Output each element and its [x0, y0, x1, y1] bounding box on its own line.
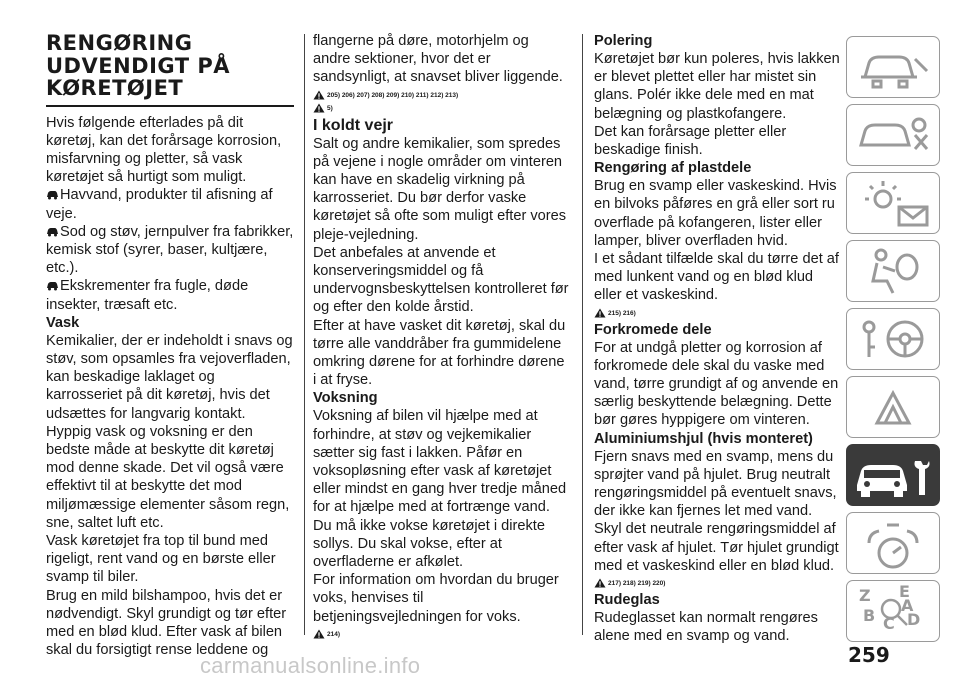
- warning-refs: 214): [313, 629, 570, 639]
- column-divider: [304, 34, 305, 635]
- vask-paragraph-4: Brug en mild bilshampoo, hvis det er nødvendigt. Skyl grundigt og tør efter med en blød klud. Efter vask af bilen skal du forsigtigt rense leddene og: [46, 587, 287, 659]
- section-title: [46, 32, 294, 107]
- warning-refs: 217) 218) 219) 220): [594, 578, 840, 588]
- chapter-tab-warning-lights[interactable]: [846, 172, 940, 234]
- chapter-tab-starting[interactable]: [846, 308, 940, 370]
- kold-heading: I koldt vejr: [313, 116, 394, 134]
- plast-paragraph-1: Brug en svamp eller vaskeskind. Hvis en bilvoks påføres en grå eller sort ru overflade på kofangeren, lister eller lamper, bliver overfladen hvid.: [594, 178, 837, 249]
- title-line-3: KØRETØJET: [46, 76, 184, 100]
- chapter-tab-index[interactable]: [846, 580, 940, 642]
- car-bullet-icon: [46, 280, 59, 291]
- continued-paragraph: flangerne på døre, motorhjelm og andre sektioner, hvor det er sandsynligt, at snavset bliver liggende.: [313, 33, 563, 86]
- column-2: [313, 32, 570, 642]
- chapter-tab-airbag[interactable]: [846, 240, 940, 302]
- chapter-tab-safety[interactable]: [846, 104, 940, 166]
- warning-refs: 215) 216): [594, 308, 840, 318]
- voksning-paragraph-2: Du må ikke vokse køretøjet i direkte sollys. Du skal vokse, efter at overfladerne er afkølet.: [313, 517, 545, 571]
- bullet-item: Havvand, produkter til afisning af veje.: [46, 187, 273, 222]
- plast-heading: Rengøring af plastdele: [594, 160, 752, 177]
- kold-paragraph-2: Det anbefales at anvende et konserveringsmiddel og få undervognsbeskyttelsen kontrolleret før og efter den kolde årstid.: [313, 244, 569, 316]
- airbag-icon: [847, 241, 939, 301]
- car-bullet-icon: [46, 226, 59, 237]
- kold-paragraph-3: Efter at have vasket dit køretøj, skal du tørre alle vanddråber fra gummidelene omkring dørene for at forhindre dørene i at fryse.: [313, 317, 566, 389]
- warning-triangle-icon: [313, 103, 325, 113]
- car-bullet-icon: [46, 189, 59, 200]
- emergency-icon: [847, 377, 939, 437]
- rude-paragraph: Rudeglasset kan normalt rengøres alene med en svamp og vand.: [594, 610, 818, 645]
- svg-text:A: A: [901, 596, 914, 615]
- svg-text:B: B: [863, 606, 876, 625]
- warning-triangle-icon: [594, 308, 606, 318]
- car-safety-icon: [847, 105, 939, 165]
- alu-paragraph: Fjern snavs med en svamp, mens du sprøjter vand på hjulet. Brug neutralt rengøringsmiddel på eventuelt snavs, der ikke kan fjernes let med vand. Skyl det neutrale rengøringsmiddel af efter vask af hjulet. Tør hjulet grundigt med et vaskeskind eller en blød klud.: [594, 448, 839, 574]
- chapter-tab-technical-data[interactable]: [846, 512, 940, 574]
- plast-paragraph-2: I et sådant tilfælde skal du tørre det af med lunkent vand og en blød klud eller et vaskeskind.: [594, 251, 839, 304]
- car-dashboard-icon: [847, 37, 939, 97]
- warning-light-icon: [847, 173, 939, 233]
- forkrom-heading: Forkromede dele: [594, 321, 712, 338]
- index-icon: [847, 581, 939, 641]
- column-3: [594, 32, 840, 645]
- intro-paragraph: Hvis følgende efterlades på dit køretøj, kan det forårsage korrosion, misfarvning og pletter, så vask køretøjet så hurtigt som muligt.: [46, 114, 282, 186]
- vask-heading: Vask: [46, 314, 80, 331]
- vask-paragraph-2: Hyppig vask og voksning er den bedste måde at beskytte dit køretøj mod denne skade. Det vil også være effektivt til at beskytte det mod miljømæssige elementer såsom regn, sne, saltet luft etc.: [46, 423, 290, 531]
- svg-text:D: D: [907, 610, 921, 629]
- voksning-paragraph-1: Voksning af bilen vil hjælpe med at forhindre, at støv og vejkemikalier sætter sig fast i lakken. Påfør en voksopløsning efter vask af køretøjet eller mindst en gang hver tredje måned for at hjælpe med at fortrænge vand.: [313, 408, 567, 516]
- kold-paragraph-1: Salt og andre kemikalier, som spredes på vejene i nogle områder om vinteren kan have en skadelig virkning på karrosseriet. Du bør derfor vaske køretøjet så ofte som muligt efter vores pleje-vejledning.: [313, 135, 567, 243]
- column-divider: [582, 34, 583, 635]
- bullet-item: Ekskrementer fra fugle, døde insekter, træsaft etc.: [46, 278, 249, 313]
- warning-triangle-icon: [594, 578, 606, 588]
- svg-text:E: E: [899, 582, 910, 601]
- warning-refs: 205) 206) 207) 208) 209) 210) 211) 212) 213): [313, 90, 570, 100]
- rude-heading: Rudeglas: [594, 592, 660, 609]
- page-number: 259: [848, 643, 890, 667]
- svg-text:Z: Z: [859, 586, 871, 605]
- key-steering-icon: [847, 309, 939, 369]
- vask-paragraph-3: Vask køretøjet fra top til bund med rigeligt, rent vand og en børste eller svamp til biler.: [46, 532, 276, 586]
- technical-data-icon: [847, 513, 939, 573]
- polering-heading: Polering: [594, 33, 653, 49]
- warning-triangle-icon: [313, 90, 325, 100]
- warning-refs: 5): [313, 103, 570, 113]
- voksning-paragraph-3: For information om hvordan du bruger voks, henvises til betjeningsvejledningen for voks.: [313, 572, 559, 625]
- vask-paragraph-1: Kemikalier, der er indeholdt i snavs og støv, som opsamles fra vejoverfladen, kan beskadige laklaget og karrosseriet på dit køretøj, hvis det udsættes for langvarig kontakt.: [46, 332, 293, 422]
- polering-paragraph-1: Køretøjet bør kun poleres, hvis lakken er blevet plettet eller har mistet sin glans. Polér ikke dele med en mat belægning og plastkofangere.: [594, 51, 840, 122]
- title-line-2: UDVENDIGT PÅ: [46, 53, 231, 78]
- svg-text:C: C: [883, 614, 895, 633]
- bullet-item: Sod og støv, jernpulver fra fabrikker, kemisk stof (syrer, baser, kultjære, etc.).: [46, 223, 294, 277]
- forkrom-paragraph: For at undgå pletter og korrosion af forkromede dele skal du vaske med vand, tørre grundigt af og anvende en særlig beskyttende belægning. Dette bør gøres hyppigere om vinteren.: [594, 339, 839, 429]
- car-maintenance-icon: [847, 445, 939, 505]
- column-1: [46, 32, 294, 659]
- voksning-heading: Voksning: [313, 390, 378, 407]
- watermark: carmanualsonline.info: [200, 653, 421, 678]
- polering-paragraph-2: Det kan forårsage pletter eller beskadige finish.: [594, 123, 787, 159]
- warning-triangle-icon: [313, 629, 325, 639]
- title-line-1: RENGØRING: [46, 31, 193, 55]
- chapter-tab-maintenance[interactable]: [846, 444, 940, 506]
- chapter-tab-emergency[interactable]: [846, 376, 940, 438]
- alu-heading: Aluminiumshjul (hvis monteret): [594, 430, 813, 447]
- chapter-tab-dashboard[interactable]: [846, 36, 940, 98]
